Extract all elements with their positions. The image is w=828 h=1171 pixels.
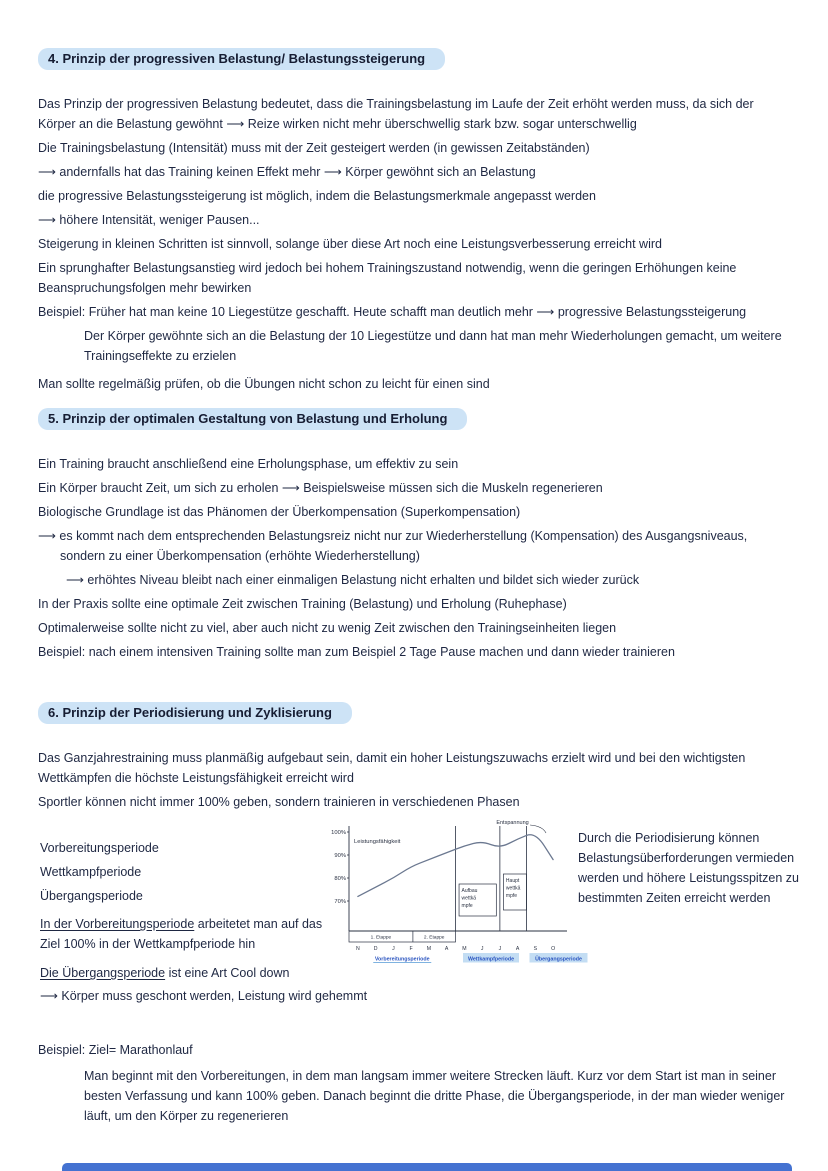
- paragraph-beispiel-detail: Der Körper gewöhnte sich an die Belastung der 10 Liegestütze und dann hat man mehr Wiederholungen gemacht, um weitere Trainingseffekte zu erzielen: [84, 329, 782, 363]
- section-5-heading: 5. Prinzip der optimalen Gestaltung von Belastung und Erholung: [38, 408, 467, 430]
- phase-box-label: wettkä: [505, 885, 521, 892]
- periodization-chart: [314, 816, 604, 981]
- bottom-blue-banner: [62, 1163, 792, 1171]
- paragraph: ⟶ es kommt nach dem entsprechenden Belastungsreiz nicht nur zur Wiederherstellung (Kompensation) des Ausgangsniveaus, sondern zu einer Überkompensation (erhöhte Wiederherstellung): [38, 529, 748, 563]
- month-label: A: [515, 946, 520, 952]
- paragraph-beispiel: Beispiel: Früher hat man keine 10 Liegestütze geschafft. Heute schafft man deutlich mehr ⟶ progressive Belastungssteigerung: [38, 305, 747, 319]
- annotation-entspannung: Entspannung: [496, 820, 529, 826]
- month-label: S: [533, 946, 538, 952]
- phase-box-label: mpfe: [505, 893, 518, 899]
- y-tick-label: 70%: [334, 899, 346, 905]
- month-label: M: [426, 946, 432, 952]
- paragraph-text: arbeitetet man auf das Ziel 100% in der Wettkampfperiode hin: [40, 917, 323, 951]
- etappe-label: 1. Etappe: [370, 935, 392, 941]
- paragraph: Biologische Grundlage ist das Phänomen der Überkompensation (Superkompensation): [38, 505, 521, 519]
- period-label: Vorbereitungsperiode: [374, 956, 430, 963]
- phase-box-label: Aufbau: [461, 888, 478, 894]
- month-label: F: [409, 946, 413, 952]
- paragraph-text: ist eine Art Cool down: [165, 966, 290, 980]
- month-label: A: [444, 946, 449, 952]
- paragraph: die progressive Belastungssteigerung ist möglich, indem die Belastungsmerkmale angepasst werden: [38, 189, 596, 203]
- month-label: J: [480, 946, 484, 952]
- paragraph: Sportler können nicht immer 100% geben, sondern trainieren in verschiedenen Phasen: [38, 795, 520, 809]
- periodization-chart-svg: [314, 816, 604, 981]
- annotation-pointer: [530, 825, 546, 833]
- paragraph: In der Praxis sollte eine optimale Zeit zwischen Training (Belastung) und Erholung (Ruhephase): [38, 597, 567, 611]
- paragraph: Das Prinzip der progressiven Belastung bedeutet, dass die Trainingsbelastung im Laufe der Zeit erhöht werden muss, da sich der Körper an die Belastung gewöhnt ⟶ Reize wirken nicht mehr überschwellig stark bzw. sogar unterschwellig: [38, 97, 754, 131]
- paragraph: Ein Training braucht anschließend eine Erholungsphase, um effektiv zu sein: [38, 457, 459, 471]
- period-list-item: Vorbereitungsperiode: [40, 841, 159, 855]
- paragraph: Man sollte regelmäßig prüfen, ob die Übungen nicht schon zu leicht für einen sind: [38, 377, 490, 391]
- paragraph: Das Ganzjahrestraining muss planmäßig aufgebaut sein, damit ein hoher Leistungszuwachs erzielt wird und bei den wichtigsten Wettkämpfen die höchste Leistungsfähigkeit erreicht wird: [38, 751, 746, 785]
- period-list: [40, 836, 159, 908]
- section-6-heading: 6. Prinzip der Periodisierung und Zyklisierung: [38, 702, 352, 724]
- paragraph: Ein sprunghafter Belastungsanstieg wird jedoch bei hohem Trainingszustand notwendig, wenn die geringen Erhöhungen keine Beanspruchungsfolgen mehr bewirken: [38, 261, 737, 295]
- y-tick-label: 90%: [334, 853, 346, 859]
- paragraph: Die Trainingsbelastung (Intensität) muss mit der Zeit gesteigert werden (in gewissen Zeitabständen): [38, 141, 590, 155]
- paragraph: Steigerung in kleinen Schritten ist sinnvoll, solange über diese Art noch eine Leistungsverbesserung erreicht wird: [38, 237, 662, 251]
- period-label: Wettkampfperiode: [467, 956, 515, 963]
- phase-box-label: mpfe: [461, 903, 473, 909]
- paragraph: ⟶ höhere Intensität, weniger Pausen...: [38, 213, 260, 227]
- section-belastung-erholung: [38, 408, 794, 666]
- phase-box-label: Haupt: [505, 878, 520, 884]
- month-label: D: [373, 946, 378, 952]
- paragraph: Optimalerweise sollte nicht zu viel, aber auch nicht zu wenig Zeit zwischen den Trainingseinheiten liegen: [38, 621, 617, 635]
- period-list-item: Wettkampfperiode: [40, 865, 142, 879]
- paragraph-beispiel-detail: Man beginnt mit den Vorbereitungen, in dem man langsam immer weitere Strecken läuft. Kurz vor dem Start ist man in seiner besten Verfassung und kann 100% geben. Danach beginnt die dritte Phase, die Übergangsperiode, in der man wieder weniger läuft, um den Körper zu regenerieren: [84, 1069, 785, 1123]
- curve-title-label: Leistungsfähigkeit: [354, 839, 401, 845]
- period-label: Übergangsperiode: [535, 956, 582, 963]
- period-list-item: Übergangsperiode: [40, 889, 143, 903]
- periodization-diagram-area: [38, 816, 799, 1016]
- section-4-heading: 4. Prinzip der progressiven Belastung/ Belastungssteigerung: [38, 48, 445, 70]
- uebergang-paragraph: [40, 963, 400, 983]
- month-label: M: [462, 946, 467, 952]
- vorbereitung-paragraph: [40, 914, 340, 954]
- month-label: O: [551, 946, 556, 952]
- month-label: N: [356, 946, 360, 952]
- underlined-term: Die Übergangsperiode: [40, 966, 166, 980]
- underlined-term: In der Vorbereitungsperiode: [40, 917, 195, 931]
- section-periodisierung: [38, 702, 799, 1130]
- section-progressive-belastung: [38, 48, 794, 398]
- paragraph: Ein Körper braucht Zeit, um sich zu erholen ⟶ Beispielsweise müssen sich die Muskeln regenerieren: [38, 481, 603, 495]
- phase-box-label: wettkä: [461, 895, 477, 902]
- paragraph: ⟶ erhöhtes Niveau bleibt nach einer einmaligen Belastung nicht erhalten und bildet sich wieder zurück: [66, 573, 640, 587]
- arrow-note-paragraph: ⟶ Körper muss geschont werden, Leistung wird gehemmt: [40, 989, 368, 1003]
- paragraph: ⟶ andernfalls hat das Training keinen Effekt mehr ⟶ Körper gewöhnt sich an Belastung: [38, 165, 536, 179]
- month-label: J: [498, 946, 502, 952]
- y-tick-label: 80%: [334, 876, 346, 882]
- periodization-side-note: Durch die Periodisierung können Belastungsüberforderungen vermieden werden und höhere Leistungsspitzen zu bestimmten Zeiten erreicht werden: [578, 831, 799, 905]
- month-label: J: [392, 946, 395, 952]
- paragraph-beispiel: Beispiel: nach einem intensiven Training sollte man zum Beispiel 2 Tage Pause machen und dann wieder trainieren: [38, 645, 675, 659]
- y-tick-label: 100%: [331, 830, 346, 836]
- paragraph-beispiel: Beispiel: Ziel= Marathonlauf: [38, 1043, 193, 1057]
- etappe-label: 2. Etappe: [423, 935, 445, 941]
